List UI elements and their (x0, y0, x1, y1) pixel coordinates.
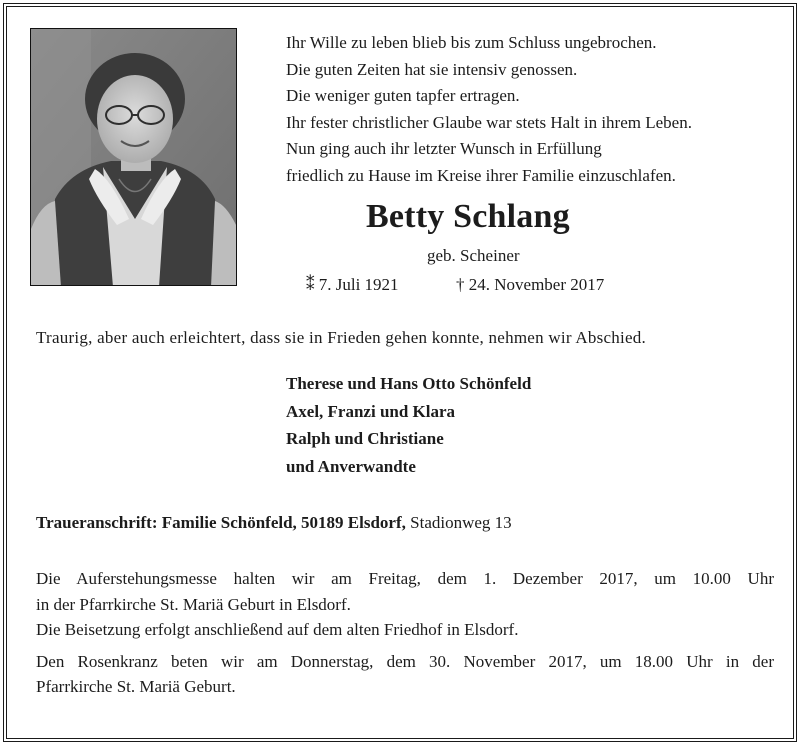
mourner-line: und Anverwandte (286, 456, 416, 476)
mourners-list (286, 370, 531, 480)
portrait-image (31, 29, 237, 286)
portrait-photo (30, 28, 237, 286)
poem-line: Die guten Zeiten hat sie intensiv genossen. (286, 59, 578, 79)
poem (286, 30, 786, 189)
rosary-line-1: Den Rosenkranz beten wir am Donnerstag, dem 30. November 2017, um 18.00 Uhr in der (36, 651, 774, 671)
address-street: Stadionweg 13 (410, 513, 512, 532)
deceased-name: Betty Schlang (366, 198, 570, 235)
mourner-line: Ralph und Christiane (286, 429, 444, 448)
birth-date: ⁑ 7. Juli 1921 (306, 275, 399, 294)
poem-line: Ihr fester christlicher Glaube war stets Halt in ihrem Leben. (286, 112, 692, 132)
mourner-line: Axel, Franzi und Klara (286, 401, 456, 421)
maiden-name: geb. Scheiner (427, 246, 520, 265)
poem-line: Ihr Wille zu leben blieb bis zum Schluss ungebrochen. (286, 33, 657, 52)
mourner-line: Therese und Hans Otto Schönfeld (286, 374, 532, 393)
address-label: Traueranschrift: Familie Schönfeld, 50189 Elsdorf, (36, 513, 406, 532)
poem-line: Die weniger guten tapfer ertragen. (286, 86, 520, 105)
mass-line-1: Die Auferstehungsmesse halten wir am Freitag, dem 1. Dezember 2017, um 10.00 Uhr (36, 569, 774, 588)
burial-line: Die Beisetzung erfolgt anschließend auf dem alten Friedhof in Elsdorf. (36, 620, 519, 639)
death-date: † 24. November 2017 (456, 275, 605, 294)
mourning-address (36, 513, 512, 533)
rosary-line-2: Pfarrkirche St. Mariä Geburt. (36, 677, 236, 696)
farewell-text: Traurig, aber auch erleichtert, dass sie in Frieden gehen konnte, nehmen wir Abschied. (36, 328, 647, 347)
service-info (36, 566, 774, 700)
poem-line: friedlich zu Hause im Kreise ihrer Familie einzuschlafen. (286, 165, 676, 185)
poem-line: Nun ging auch ihr letzter Wunsch in Erfüllung (286, 139, 602, 158)
mass-line-2: in der Pfarrkirche St. Mariä Geburt in Elsdorf. (36, 594, 351, 614)
